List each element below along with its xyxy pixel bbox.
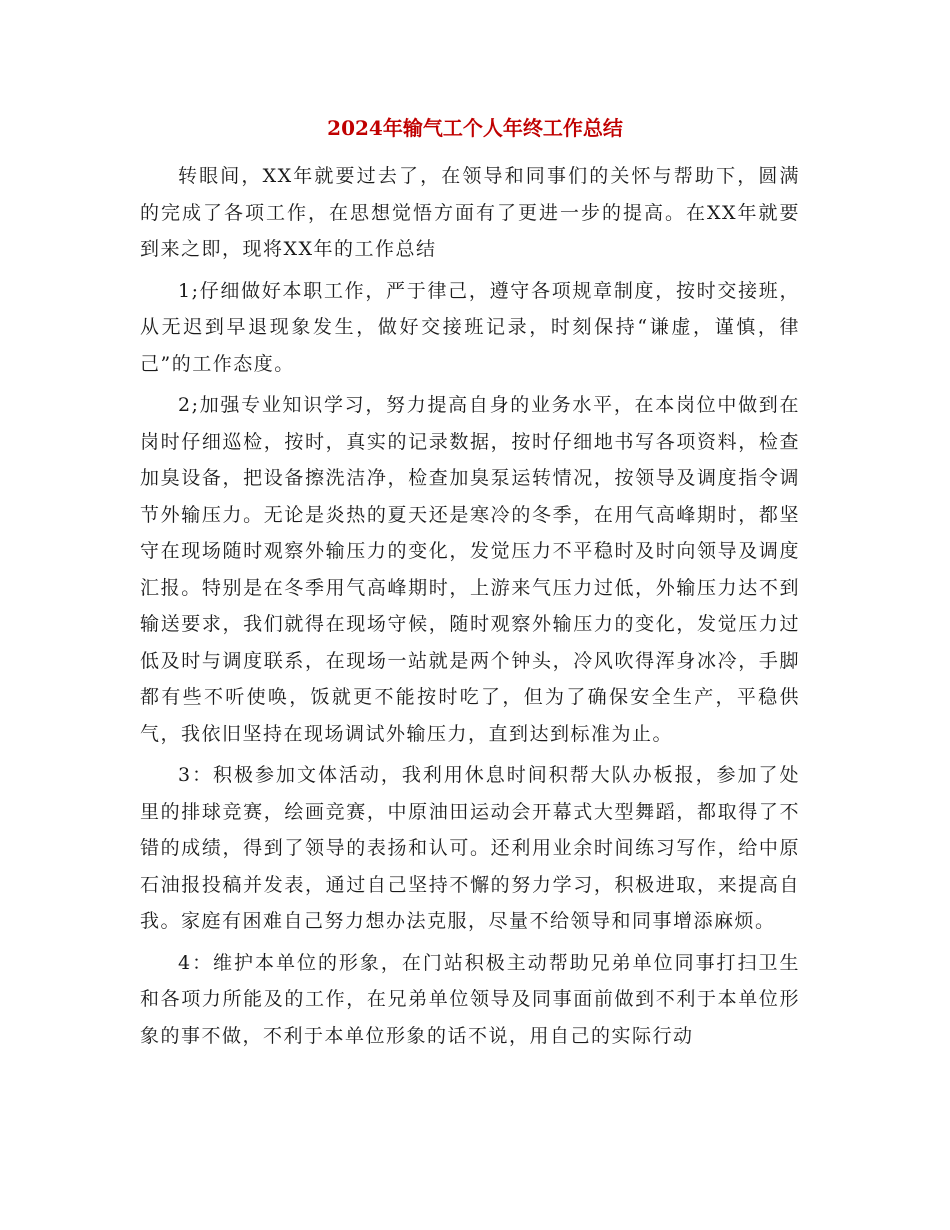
paragraph-item-4: 4：维护本单位的形象，在门站积极主动帮助兄弟单位同事打扫卫生和各项力所能及的工作，在兄弟单位领导及同事面前做到不利于本单位形象的事不做，不利于本单位形象的话不说，用自己的实际行动 xyxy=(140,951,800,1047)
document-body xyxy=(140,158,800,1059)
paragraph-item-2: 2;加强专业知识学习，努力提高自身的业务水平，在本岗位中做到在岗时仔细巡检，按时，真实的记录数据，按时仔细地书写各项资料，检查加臭设备，把设备擦洗洁净，检查加臭泵运转情况，按领导及调度指令调节外输压力。无论是炎热的夏天还是寒冷的冬季，在用气高峰期时，都坚守在现场随时观察外输压力的变化，发觉压力不平稳时及时向领导及调度汇报。特别是在冬季用气高峰期时，上游来气压力过低，外输压力达不到输送要求，我们就得在现场守候，随时观察外输压力的变化，发觉压力过低及时与调度联系，在现场一站就是两个钟头，冷风吹得浑身冰冷，手脚都有些不听使唤，饭就更不能按时吃了，但为了确保安全生产，平稳供气，我依旧坚持在现场调试外输压力，直到达到标准为止。 xyxy=(140,394,800,745)
paragraph-item-3: 3：积极参加文体活动，我利用休息时间积帮大队办板报，参加了处里的排球竞赛，绘画竞赛，中原油田运动会开幕式大型舞蹈，都取得了不错的成绩，得到了领导的表扬和认可。还利用业余时间练习写作，给中原石油报投稿并发表，通过自己坚持不懈的努力学习，积极进取，来提高自我。家庭有困难自己努力想办法克服，尽量不给领导和同事增添麻烦。 xyxy=(140,764,800,932)
paragraph-item-1: 1;仔细做好本职工作，严于律己，遵守各项规章制度，按时交接班，从无迟到早退现象发生，做好交接班记录，时刻保持“谦虚，谨慎，律己”的工作态度。 xyxy=(140,279,800,375)
paragraph-intro: 转眼间，XX年就要过去了，在领导和同事们的关怀与帮助下，圆满的完成了各项工作，在思想觉悟方面有了更进一步的提高。在XX年就要到来之即，现将XX年的工作总结 xyxy=(140,165,800,260)
document-title: 2024年输气工个人年终工作总结 xyxy=(327,116,623,140)
